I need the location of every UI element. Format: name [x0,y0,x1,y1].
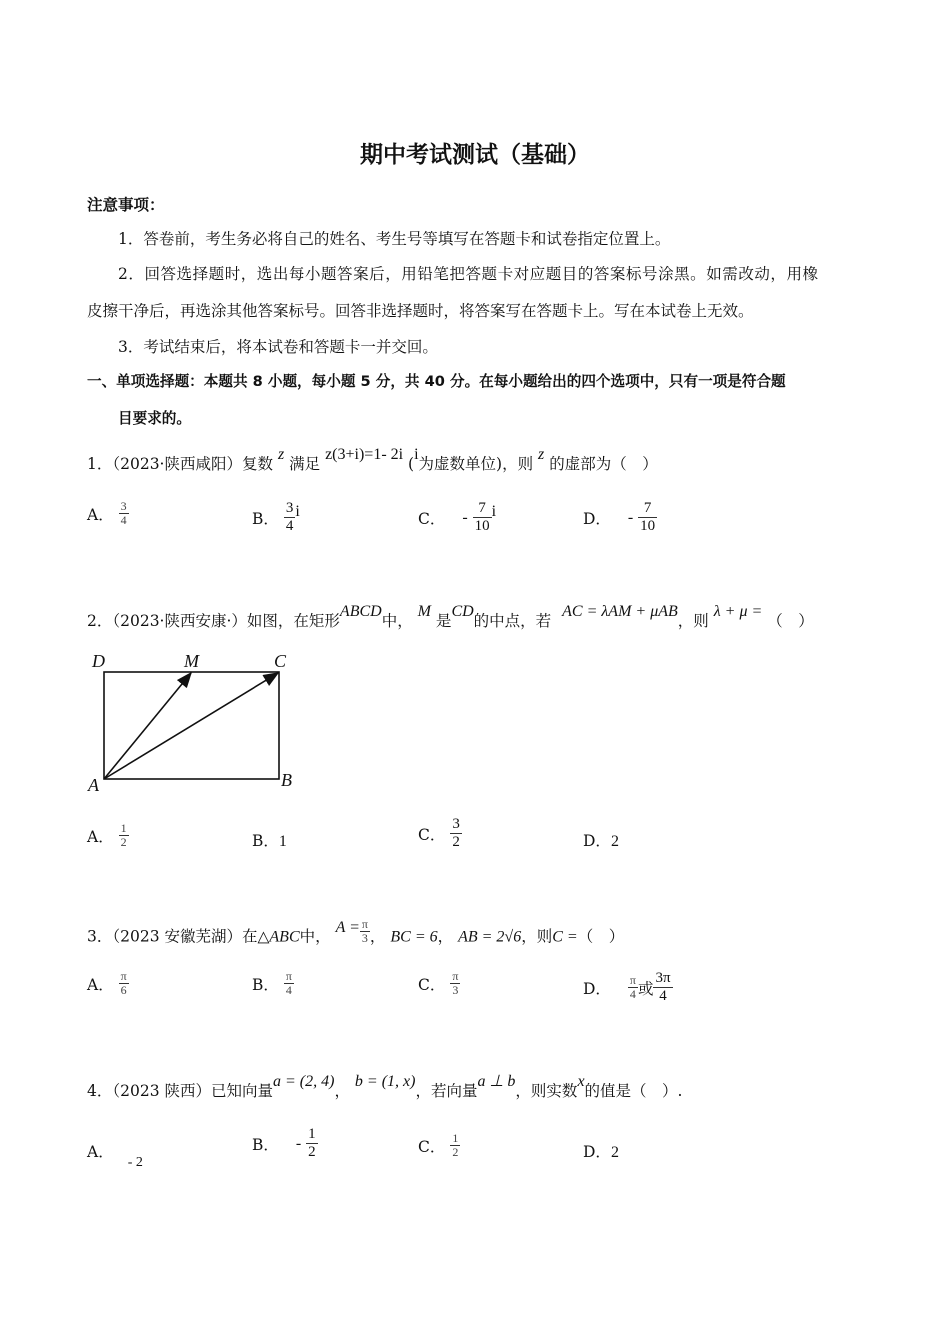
question-4-text-3: 的值是（ ）. [584,1082,683,1100]
q4-option-b-sign: - [295,1134,302,1152]
question-2-text-3: 的中点，若 [473,612,552,630]
q2-option-d-label: D． [583,832,611,850]
q2-option-a[interactable] [87,822,129,849]
q4-option-d-value: 2 [610,1144,619,1161]
q4-option-c-fraction: $\frac{1}{2}$ [452,1131,459,1159]
q3-option-d-fraction-1: $\frac{\pi}{4}$ [629,973,636,1001]
question-1-prefix: 1．（2023·陕西咸阳）复数 [87,455,273,473]
figure-label-b: B [281,770,292,790]
q4-option-c[interactable] [418,1132,460,1159]
question-1-var-z-2: z [538,446,545,463]
q2-option-c-fraction: $\frac{3}{2}$ [452,816,460,850]
q1-option-c-sign: - [462,508,468,526]
q1-option-d-fraction: $\frac{7}{10}$ [640,500,656,534]
question-3-prefix: 3．（2023 安徽芜湖）在△ [87,927,270,946]
q2-option-a-label: A． [87,827,114,846]
q1-option-c-label: C． [418,509,446,528]
q2-option-d-value: 2 [610,833,619,850]
q4-option-d-label: D． [583,1143,611,1161]
q2-option-d[interactable] [583,829,619,851]
q3-option-b-label: B． [252,975,279,994]
q1-option-b-fraction: $\frac{3}{4}$ [285,500,294,534]
question-3-angle-a: A = [335,918,360,936]
question-3-side-ab: AB = 2√6 [458,928,522,946]
vector-ac [104,673,278,779]
q1-option-a-label: A． [87,505,114,524]
q2-option-c-label: C． [418,825,446,844]
q4-option-a-label: A． [87,1143,114,1161]
section-heading-cont: 目要求的。 [118,410,191,427]
question-3-angle-c: C = [552,928,578,946]
q2-option-b[interactable] [252,829,287,851]
question-2-prefix: 2．（2023·陕西安康·）如图，在矩形 [87,612,340,630]
q3-option-d-or: 或 [637,979,654,998]
q2-option-b-value: 1 [278,833,287,850]
q1-option-d[interactable] [583,500,657,535]
q1-option-a[interactable] [87,500,129,527]
question-1-paren: ( [408,455,415,473]
q3-option-a-label: A． [87,975,114,994]
question-4-text-2: ，则实数 [515,1082,578,1100]
question-2-sum: λ + μ = [713,603,763,620]
q1-option-d-label: D． [583,509,611,528]
notice-item-2-cont: 皮擦干净后，再选涂其他答案标号。回答非选择题时，将答案写在答题卡上。写在本试卷上无效。 [87,302,754,320]
question-3-text-3: （ ） [577,927,625,946]
figure-label-a: A [88,775,99,795]
q4-option-d[interactable] [583,1140,619,1162]
notice-heading: 注意事项： [87,196,165,214]
question-4-sep: ， [334,1082,350,1100]
question-2-text: 中， [381,612,413,630]
question-4-prefix: 4．（2023 陕西）已知向量 [87,1082,273,1100]
question-1-text-3: 的虚部为（ ） [549,455,658,473]
q1-option-d-sign: - [627,508,634,526]
q1-option-c-fraction: $\frac{7}{10}$ [474,500,490,534]
question-4-vector-a: a = (2, 4) [273,1073,335,1090]
q1-option-c[interactable] [418,500,496,535]
question-3-sep-2: ， [437,927,454,946]
q1-option-b[interactable] [252,500,300,535]
question-2-var-m: M [417,603,431,620]
q1-option-a-fraction: $\frac{3}{4}$ [120,499,127,527]
question-3-side-bc: BC = 6 [390,928,438,946]
question-4-var-x: x [577,1073,585,1090]
question-2 [87,603,814,631]
q4-option-a-value: - 2 [127,1155,143,1170]
question-3-text: 中， [299,927,331,946]
q4-option-c-label: C． [418,1137,446,1156]
question-1-var-z: z [277,446,285,463]
q3-option-b-fraction: $\frac{\pi}{4}$ [285,969,292,997]
q3-option-d-fraction-2: $\frac{3\pi}{4}$ [655,970,671,1004]
rectangle-figure [80,648,310,798]
question-2-text-5: （ ） [767,612,814,630]
section-heading: 一、单项选择题：本题共 8 小题，每小题 5 分，共 40 分。在每小题给出的四个选项中，只有一项是符合题 [87,373,786,390]
question-3-angle-fraction: $\frac{\pi}{3}$ [361,917,368,945]
q2-option-a-fraction: $\frac{1}{2}$ [120,821,127,849]
q2-option-b-label: B． [252,832,279,850]
question-3-sep: ， [369,927,386,946]
question-1-equation: z(3+i)=1- 2i [325,446,404,463]
figure-label-m: M [184,651,199,671]
q4-option-b-fraction: $\frac{1}{2}$ [308,1126,316,1160]
q3-option-a[interactable] [87,970,129,997]
question-2-var-abcd: ABCD [339,603,382,620]
figure-label-d: D [92,651,105,671]
q4-option-b[interactable] [252,1126,318,1161]
q3-option-c-label: C． [418,975,446,994]
q4-option-a[interactable] [87,1140,143,1170]
question-3-var-abc: ABC [269,928,300,946]
notice-item-3: 3．考试结束后，将本试卷和答题卡一并交回。 [118,338,438,356]
question-1-var-i: i [414,446,419,463]
question-4-text: ，若向量 [415,1082,478,1100]
q2-option-c[interactable] [418,816,462,851]
q4-option-b-label: B． [252,1135,279,1154]
q3-option-c[interactable] [418,970,460,997]
vector-am [104,673,191,779]
figure-label-c: C [274,651,287,671]
q1-option-c-suffix: i [491,502,497,520]
q1-option-b-label: B． [252,509,279,528]
question-4-perp: a ⊥ b [477,1073,516,1090]
q3-option-d[interactable] [583,970,673,1005]
question-3-text-2: ，则 [521,927,553,946]
question-1-text-2: 为虚数单位)，则 [418,455,534,473]
page-title: 期中考试测试（基础） [360,142,590,168]
question-2-var-cd: CD [451,603,474,620]
notice-item-1: 1．答卷前，考生务必将自己的姓名、考生号等填写在答题卡和试卷指定位置上。 [118,230,671,248]
notice-item-2: 2．回答选择题时，选出每小题答案后，用铅笔把答题卡对应题目的答案标号涂黑。如需改动，用橡 [118,265,819,283]
question-3 [87,917,625,951]
question-1 [87,446,658,474]
q3-option-c-fraction: $\frac{\pi}{3}$ [452,969,459,997]
question-4 [87,1073,683,1101]
q3-option-a-fraction: $\frac{\pi}{6}$ [120,969,127,997]
question-1-text: 满足 [289,455,321,473]
q3-option-d-label: D． [583,979,611,998]
q3-option-b[interactable] [252,970,294,997]
q1-option-b-suffix: i [295,502,300,520]
question-2-equation: AC = λAM + μAB [562,603,678,620]
question-2-text-2: 是 [435,612,452,630]
question-4-vector-b: b = (1, x) [354,1073,416,1090]
question-2-text-4: ，则 [677,612,709,630]
